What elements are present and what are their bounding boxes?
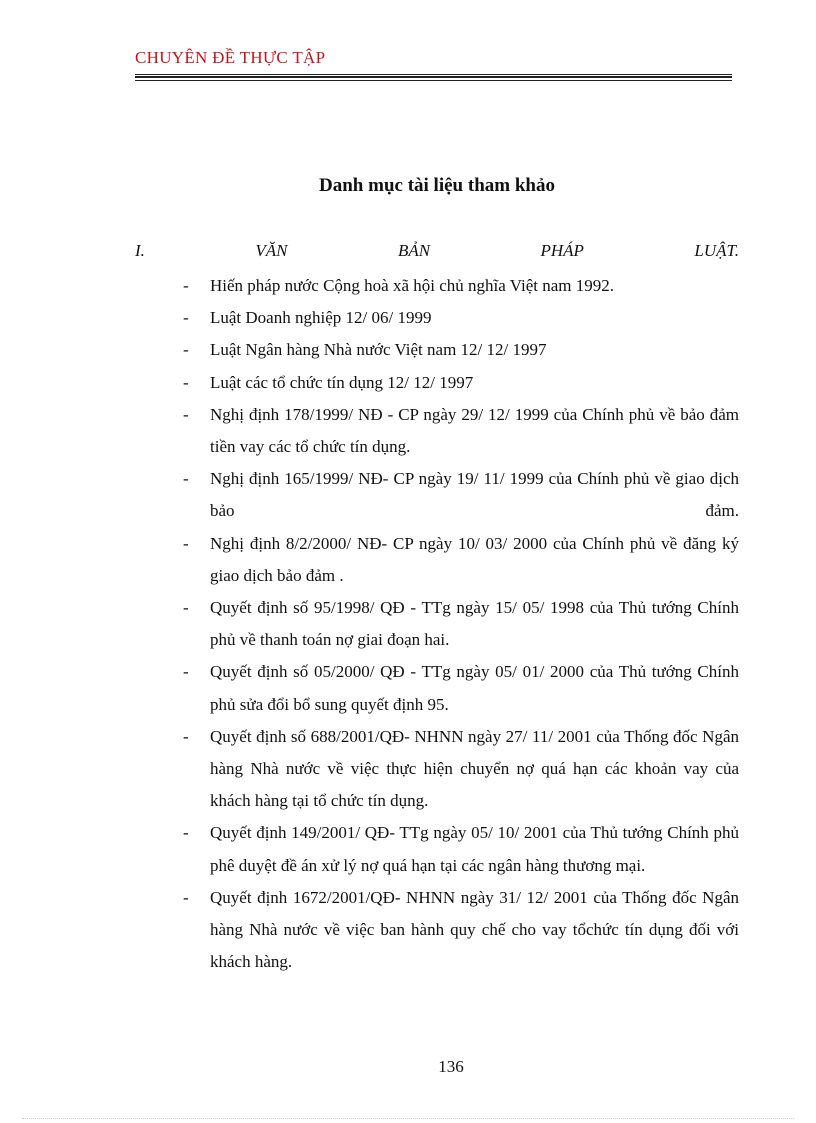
- reference-text: Luật Doanh nghiệp 12/ 06/ 1999: [210, 308, 432, 328]
- reference-text: Nghị định 8/2/2000/ NĐ- CP ngày 10/ 03/ 2000 của Chính phủ về đăng ký giao dịch bảo đảm .: [210, 533, 739, 585]
- reference-text: Quyết định 149/2001/ QĐ- TTg ngày 05/ 10/ 2001 của Thủ tướng Chính phủ phê duyệt đề án xử lý nợ quá hạn tại các ngân hàng thương mại.: [210, 823, 739, 875]
- section-number: I.: [135, 241, 145, 260]
- reference-text: Hiến pháp nước Cộng hoà xã hội chủ nghĩa Việt nam 1992.: [210, 276, 615, 295]
- reference-text: Nghị định 165/1999/ NĐ- CP ngày 19/ 11/ 1999 của Chính phủ về giao dịch bảo đảm.: [210, 469, 739, 521]
- reference-item: [183, 721, 739, 818]
- list-bullet: -: [183, 372, 189, 392]
- header-rule: [135, 74, 732, 75]
- section-word: PHÁP: [540, 241, 584, 260]
- reference-item: [183, 270, 739, 302]
- reference-text: Quyết định 1672/2001/QĐ- NHNN ngày 31/ 12/ 2001 của Thống đốc Ngân hàng Nhà nước về việc ban hành quy chế cho vay tổchức tín dụng đối với khách hàng.: [210, 887, 739, 972]
- list-bullet: -: [183, 308, 189, 328]
- reference-item: [183, 399, 739, 463]
- list-bullet: -: [183, 887, 189, 907]
- page-title: Danh mục tài liệu tham khảo: [319, 175, 555, 196]
- list-bullet: -: [183, 404, 189, 424]
- list-bullet: -: [183, 533, 189, 553]
- list-bullet: -: [183, 823, 189, 843]
- list-bullet: -: [183, 662, 189, 682]
- section-heading: [135, 239, 739, 263]
- reference-item: [183, 528, 739, 592]
- reference-item: [183, 817, 739, 881]
- list-bullet: -: [183, 340, 189, 360]
- reference-text: Nghị định 178/1999/ NĐ - CP ngày 29/ 12/ 1999 của Chính phủ về bảo đảm tiền vay các tổ chức tín dụng.: [210, 404, 739, 457]
- reference-text: Quyết định số 95/1998/ QĐ - TTg ngày 15/ 05/ 1998 của Thủ tướng Chính phủ về thanh toán nợ giai đoạn hai.: [210, 598, 739, 650]
- list-bullet: -: [183, 598, 189, 618]
- section-word: VĂN: [255, 241, 288, 260]
- reference-item: [183, 656, 739, 720]
- reference-text: Luật các tổ chức tín dụng 12/ 12/ 1997: [210, 372, 474, 392]
- reference-item: [183, 334, 739, 366]
- reference-item: [183, 367, 739, 399]
- reference-item: [183, 882, 739, 979]
- reference-text: Luật Ngân hàng Nhà nước Việt nam 12/ 12/ 1997: [210, 340, 547, 360]
- header-rule: [135, 80, 732, 81]
- section-word: LUẬT.: [694, 241, 739, 260]
- running-header: CHUYÊN ĐỀ THỰC TẬP: [135, 48, 326, 67]
- list-bullet: -: [183, 276, 189, 295]
- header-rule: [135, 76, 732, 78]
- reference-list: [183, 270, 739, 978]
- reference-text: Quyết định số 688/2001/QĐ- NHNN ngày 27/ 11/ 2001 của Thống đốc Ngân hàng Nhà nước về việc thực hiện chuyển nợ quá hạn các khoản vay của khách hàng tại tổ chức tín dụng.: [210, 726, 739, 811]
- reference-text: Quyết định số 05/2000/ QĐ - TTg ngày 05/ 01/ 2000 của Thủ tướng Chính phủ sửa đổi bổ sung quyết định 95.: [210, 662, 739, 714]
- list-bullet: -: [183, 726, 189, 746]
- list-bullet: -: [183, 469, 189, 489]
- reference-item: [183, 302, 739, 334]
- section-word: BẢN: [397, 241, 431, 260]
- page-edge-divider: [22, 1118, 794, 1119]
- page-number: 136: [438, 1057, 464, 1076]
- reference-item: [183, 463, 739, 527]
- reference-item: [183, 592, 739, 656]
